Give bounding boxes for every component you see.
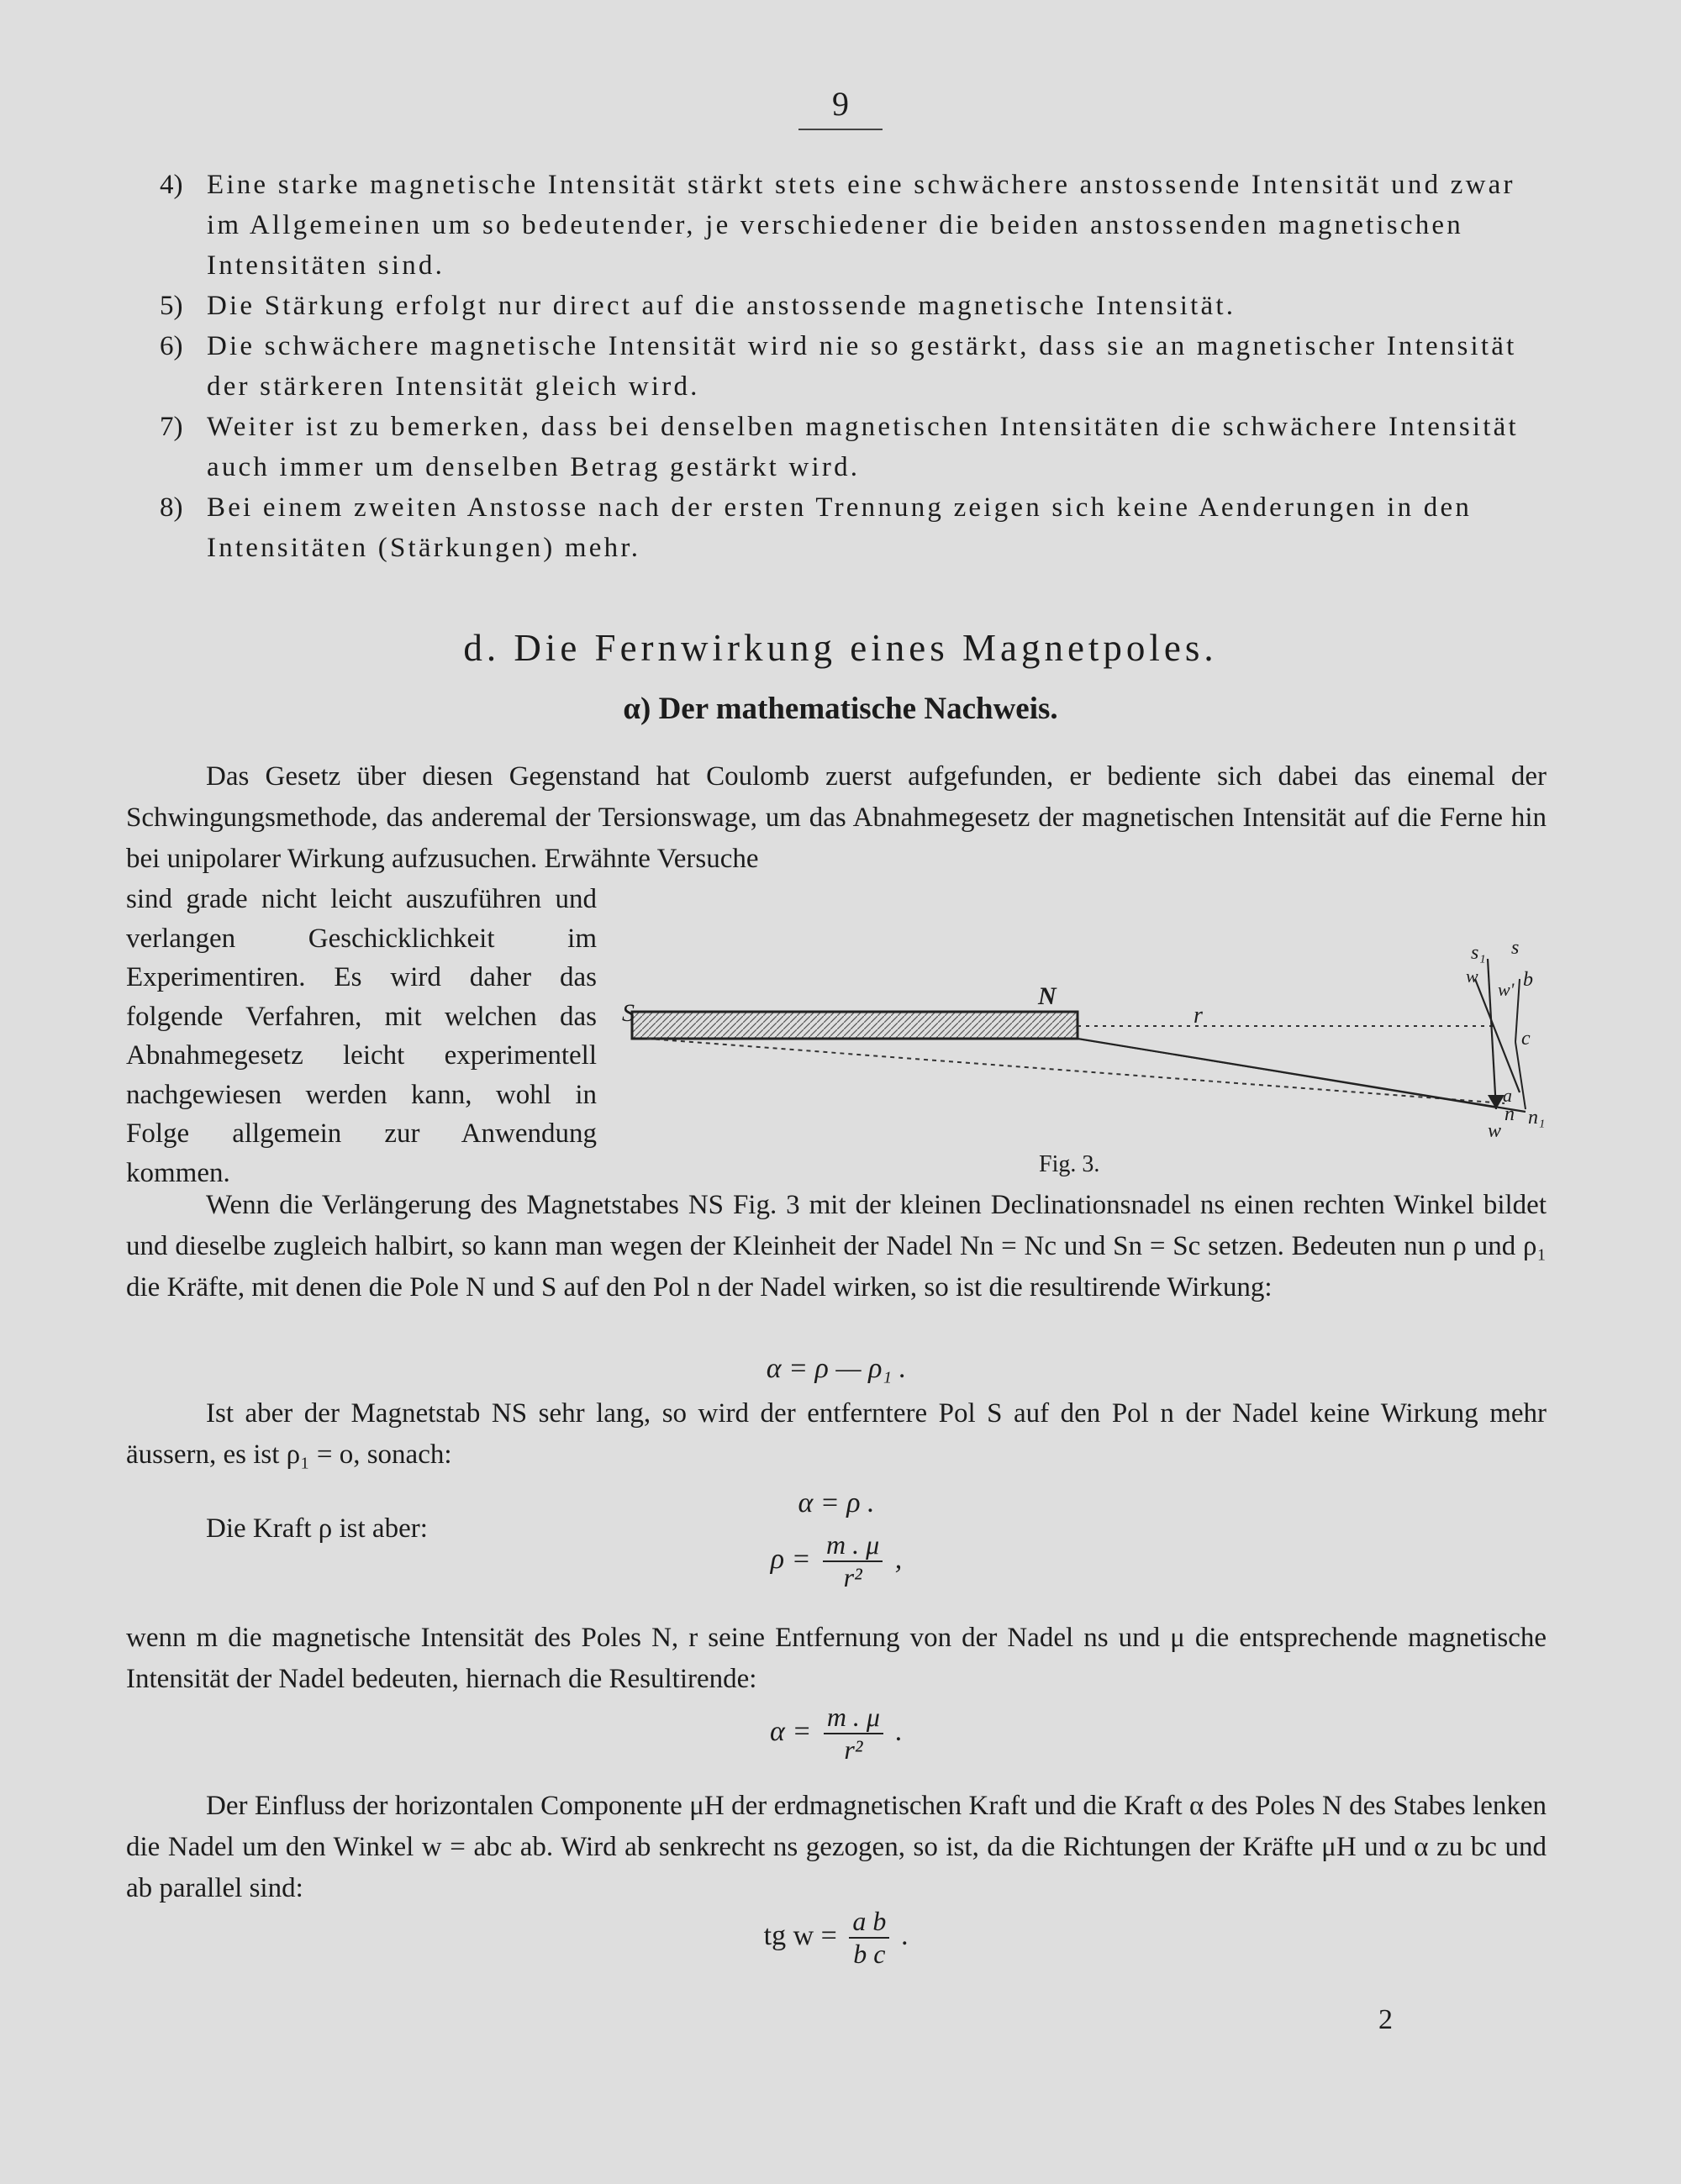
force-line-bc [1515,979,1520,1042]
figure-3-diagram [622,929,1555,1147]
section-title: d. Die Fernwirkung eines Magnetpoles. [463,627,1218,669]
force-line-cn [1515,1042,1526,1109]
formula-fraction [126,1702,1547,1766]
denominator: r² [843,1562,862,1592]
figure-label: N [1038,982,1057,1010]
figure-label: s [1511,937,1520,959]
line-S-to-n [647,1039,1504,1103]
figure-label: n₁ [1528,1107,1546,1129]
proposition-number: 8) [160,492,183,523]
paragraph: Ist aber der Magnetstab NS sehr lang, so wird der entferntere Pol S auf den Pol n der Nadel keine Wirkung mehr äussern, es ist ρ₁ = o, sonach: [126,1398,1547,1470]
intro-paragraph: Das Gesetz über diesen Gegenstand hat Coulomb zuerst aufgefunden, er bediente sich dabei das einemal der Schwingungsmethode, das anderemal der Tersionswage, um das Abnahmegesetz der magnetischen Intensität auf die Ferne hin bei unipolarer Wirkung aufzusuchen. Erwähnte Versuche [126,761,1547,874]
needle-ns [1488,959,1496,1109]
denominator: r² [844,1734,863,1765]
formula-tail: . [895,1715,903,1747]
formula-lhs: tg w = [763,1919,837,1951]
page-number: 9 [798,84,883,130]
formula-tail: , [894,1543,903,1575]
formula-lhs: α = [770,1715,812,1747]
figure-label: c [1521,1028,1531,1050]
proposition-item [118,286,1555,326]
figure-label: w' [1498,979,1515,1000]
proposition-number: 6) [160,331,183,361]
proposition-item [118,165,1555,286]
denominator: b c [853,1939,886,1969]
proposition-item [118,407,1555,487]
intro-paragraph-narrow: sind grade nicht leicht auszuführen und verlangen Geschicklichkeit im Experimentiren. Es wird daher das folgende Verfahren, mit welchen das Abnahmegesetz leicht experimentell nachgewiesen werden kann, wohl in Folge allgemein zur Anwendung kommen. [126,884,597,1188]
numerator: m . μ [823,1529,883,1562]
proposition-number: 4) [160,170,183,200]
proposition-number: 5) [160,291,183,321]
figure-label: s₁ [1471,942,1486,964]
proposition-item [118,326,1555,407]
paragraph: Wenn die Verlängerung des Magnetstabes NS Fig. 3 mit der kleinen Declinationsnadel ns einen rechten Winkel bildet und dieselbe zugleich halbirt, so kann man wegen der Kleinheit der Nadel Nn = Nc und Sn = Sc setzen. Bedeuten nun ρ und ρ₁ die Kräfte, mit denen die Pole N und S auf den Pol n der Nadel wirken, so ist die resultirende Wirkung: [126,1190,1547,1303]
formula: α = ρ . [798,1487,875,1518]
formula-fraction [126,1906,1547,1970]
formula-tail: . [901,1919,909,1951]
paragraph: Der Einfluss der horizontalen Componente μH der erdmagnetischen Kraft und die Kraft α des Poles N des Stabes lenken die Nadel um den Winkel w = abc ab. Wird ab senkrecht ns gezogen, so ist, da die Richtungen der Kräfte μH und α zu bc und ab parallel sind: [126,1791,1547,1903]
footer-number: 2 [1378,2004,1393,2035]
fraction [823,1529,883,1593]
numerator: a b [849,1906,889,1939]
formula-lhs: ρ = [770,1543,811,1575]
line-N-to-n [1078,1039,1496,1108]
proposition-text: Weiter ist zu bemerken, dass bei denselben magnetischen Intensitäten die schwächere Intensität auch immer um denselben Betrag gestärkt wird. [207,412,1519,482]
numerator: m . μ [824,1702,883,1734]
figure-label: w [1488,1120,1502,1142]
figure-label: a [1503,1085,1512,1106]
proposition-list [118,165,1555,568]
proposition-number: 7) [160,412,183,442]
fraction [849,1906,889,1970]
subsection-title: α) Der mathematische Nachweis. [623,692,1058,726]
figure-label: n [1504,1103,1515,1125]
figure-label: r [1194,1003,1203,1029]
formula-fraction [126,1529,1547,1593]
proposition-item [118,487,1555,568]
proposition-text: Die Stärkung erfolgt nur direct auf die anstossende magnetische Intensität. [207,291,1236,321]
kraft-label: Die Kraft ρ ist aber: [206,1513,428,1544]
paragraph: wenn m die magnetische Intensität des Poles N, r seine Entfernung von der Nadel ns und μ die entsprechende magnetische Intensität der Nadel bedeuten, hiernach die Resultirende: [126,1623,1547,1694]
fraction [824,1702,883,1766]
figure-label: w [1466,966,1478,987]
magnet-bar [632,1012,1078,1039]
proposition-text: Eine starke magnetische Intensität stärkt stets eine schwächere anstossende Intensität und zwar im Allgemeinen um so bedeutender, je verschiedener die beiden anstossenden magnetischen Intensitäten sind. [207,170,1515,281]
figure-caption: Fig. 3. [1039,1151,1100,1177]
proposition-text: Die schwächere magnetische Intensität wird nie so gestärkt, dass sie an magnetischer Intensität der stärkeren Intensität gleich wird. [207,331,1517,402]
formula: α = ρ — ρ₁ . [766,1353,907,1384]
figure-label: b [1523,969,1533,991]
proposition-text: Bei einem zweiten Anstosse nach der ersten Trennung zeigen sich keine Aenderungen in den Intensitäten (Stärkungen) mehr. [207,492,1473,563]
figure-label: S [622,999,635,1027]
